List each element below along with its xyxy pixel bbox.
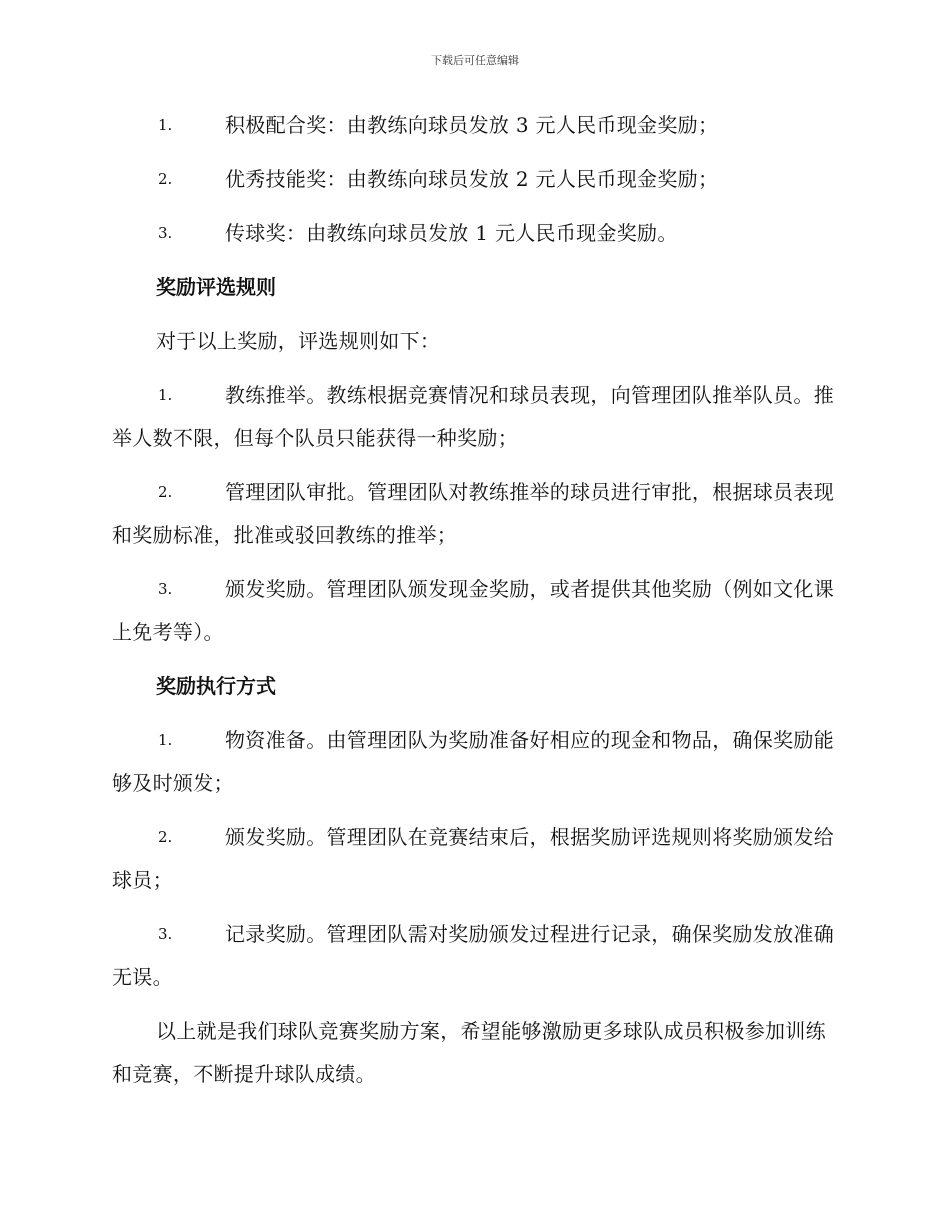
list-number: 3. <box>158 224 173 242</box>
award-text: 传球奖：由教练向球员发放 1 元人民币现金奖励。 <box>225 221 678 245</box>
page-header: 下载后可任意编辑 <box>431 54 519 67</box>
closing-paragraph: 以上就是我们球队竞赛奖励方案，希望能够激励更多球队成员积极参加训练和竞赛，不断提升球队成绩。 <box>112 1019 826 1086</box>
award-text: 积极配合奖：由教练向球员发放 3 元人民币现金奖励； <box>225 113 719 137</box>
selection-heading: 奖励评选规则 <box>156 275 276 299</box>
selection-text: 管理团队审批。管理团队对教练推举的球员进行审批，根据球员表现和奖励标准，批准或驳回教练的推举； <box>112 480 834 547</box>
execution-item <box>112 913 834 999</box>
list-number: 3. <box>158 925 173 943</box>
list-number: 2. <box>158 828 173 846</box>
execution-text: 记录奖励。管理团队需对奖励颁发过程进行记录，确保奖励发放准确无误。 <box>112 922 834 989</box>
list-number: 2. <box>158 170 173 188</box>
execution-item <box>112 719 834 805</box>
award-text: 优秀技能奖：由教练向球员发放 2 元人民币现金奖励； <box>225 167 719 191</box>
execution-heading: 奖励执行方式 <box>156 674 276 698</box>
selection-text: 教练推举。教练根据竞赛情况和球员表现，向管理团队推举队员。推举人数不限，但每个队员只能获得一种奖励； <box>112 383 834 450</box>
award-item <box>112 158 834 201</box>
execution-text: 物资准备。由管理团队为奖励准备好相应的现金和物品，确保奖励能够及时颁发； <box>112 728 834 795</box>
execution-item <box>112 816 834 902</box>
selection-text: 颁发奖励。管理团队颁发现金奖励，或者提供其他奖励（例如文化课上免考等）。 <box>112 577 834 644</box>
selection-item <box>112 374 834 460</box>
list-number: 1. <box>158 731 173 749</box>
award-item <box>112 212 834 255</box>
list-number: 1. <box>158 116 173 134</box>
selection-item <box>112 471 834 557</box>
award-item <box>112 104 834 147</box>
list-number: 3. <box>158 580 173 598</box>
selection-intro: 对于以上奖励，评选规则如下： <box>156 329 441 353</box>
list-number: 1. <box>158 386 173 404</box>
document-body <box>112 104 834 1107</box>
execution-text: 颁发奖励。管理团队在竞赛结束后，根据奖励评选规则将奖励颁发给球员； <box>112 825 834 892</box>
selection-item <box>112 568 834 654</box>
list-number: 2. <box>158 483 173 501</box>
